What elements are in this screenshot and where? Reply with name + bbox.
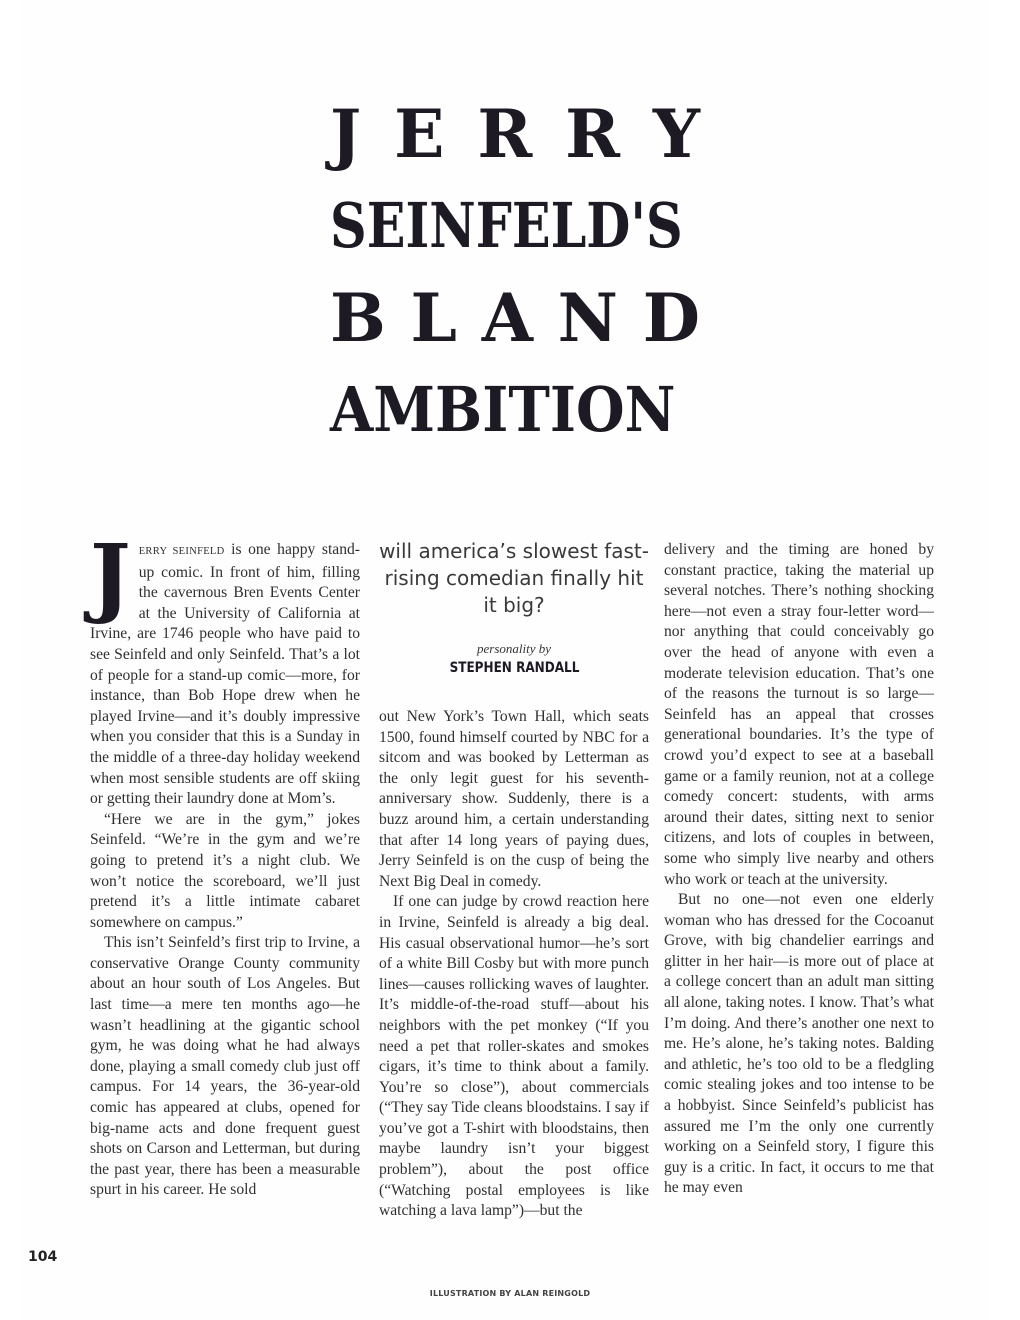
title-letter: Y: [652, 95, 700, 173]
title-line-3: [330, 272, 700, 364]
title-letter: L: [410, 279, 457, 357]
page-number: 104: [28, 1249, 58, 1265]
article-column-2: [379, 707, 649, 1222]
lead-smallcaps: ERRY SEINFELD: [138, 546, 225, 557]
title-line-1: [330, 88, 700, 180]
deck-text: will america’s slowest fast-rising comedian finally hit it big?: [379, 539, 649, 617]
title-letter: R: [477, 95, 533, 173]
title-letter: A: [481, 279, 533, 357]
paragraph-text: is one happy stand-up comic. In front of him, filling the cavernous Bren Events Center at the University of California at Irvine, are 1746 people who have paid to see Seinfeld and only Seinfeld. That’s a lot of people for a stand-up comic—more, for instance, than Bob Hope drew when he played Irvine—and it’s doubly impressive when you consider that this is a Sunday in the middle of a three-day holiday weekend when most sensible students are off skiing or getting their laundry done at Mom’s.: [90, 541, 360, 808]
title-letter: D: [642, 279, 700, 357]
title-letter: R: [565, 95, 620, 173]
title-letter: J: [330, 95, 362, 173]
title-letter: B: [330, 279, 386, 357]
illustration-credit: ILLUSTRATION BY ALAN REINGOLD: [429, 1289, 591, 1298]
drop-cap: J: [90, 526, 131, 627]
article-deck: [379, 538, 649, 677]
title-line-2: SEINFELD'S: [330, 189, 683, 262]
title-line-4: AMBITION: [330, 373, 676, 446]
paragraph: But no one—not even one elderly woman who has dressed for the Cocoanut Grove, with big chandelier earrings and glitter in her hair—is more out of place at a college concert than an adult man sitting all alone, taking notes. I know. That’s what I’m doing. And there’s another one next to me. He’s alone, he’s taking notes. Balding and athletic, he’s too old to be a fledgling comic stealing jokes and too intense to be a hobbyist. Since Seinfeld’s publicist has assured me I’m the only one currently working on a Seinfeld story, I figure this guy is a critic. In fact, it occurs to me that he may even: [664, 891, 934, 1197]
article-column-1: [90, 526, 360, 1201]
lead-paragraph: [90, 526, 360, 810]
paragraph: This isn’t Seinfeld’s first trip to Irvine, a conservative Orange County community about an hour south of Los Angeles. But last time—a mere ten months ago—he wasn’t headlining at the gigantic school gym, he was doing what he had always done, playing a small comedy club just off campus. For 14 years, the 36-year-old comic has appeared at clubs, opened for big-name acts and done frequent guest shots on Carson and Letterman, but during the past year, there has been a measurable spurt in his career. He sold: [90, 934, 360, 1199]
paragraph: If one can judge by crowd reaction here in Irvine, Seinfeld is already a big deal. His casual observational humor—he’s sort of a white Bill Cosby but with more punch lines—causes rollicking waves of laughter. It’s middle-of-the-road stuff—about his neighbors with the pet monkey (“If you need a pet that roller-skates and smokes cigars, it’s time to think about a family. You’re so close”), about commercials (“They say Tide cleans bloodstains. I say if you’ve got a T-shirt with bloodstains, then maybe laundry isn’t your biggest problem”), about the post office (“Watching postal employees is like watching a lava lamp”)—but the: [379, 893, 649, 1220]
title-letter: N: [557, 279, 618, 357]
paragraph: “Here we are in the gym,” jokes Seinfeld. “We’re in the gym and we’re going to pretend it’s a night club. We won’t notice the scoreboard, we’ll just pretend it’s a little intimate cabaret somewhere on campus.”: [90, 810, 360, 931]
byline-label: personality by: [476, 641, 551, 656]
paragraph: out New York’s Town Hall, which seats 1500, found himself courted by NBC for a sitcom and was booked by Letterman as the only legit guest for his seventh-anniversary show. Suddenly, there is a buzz around him, a certain understanding that after 14 long years of paying dues, Jerry Seinfeld is on the cusp of being the Next Big Deal in comedy.: [379, 708, 649, 890]
paragraph: delivery and the timing are honed by constant practice, taking the material up several notches. There’s nothing shocking here—not even a stray four-letter word—nor anything that could conceivably go over the head of anyone with even a moderate television education. That’s one of the reasons the turnout is so large—Seinfeld has an appeal that crosses generational boundaries. It’s the type of crowd you’d expect to see at a baseball game or a family reunion, not at a college comedy concert: students, with arms around their dates, sitting next to senior citizens, and lots of couples in between, some who simply live nearby and others who work or teach at the university.: [664, 541, 934, 888]
byline-author: STEPHEN RANDALL: [449, 660, 579, 676]
title-letter: E: [394, 95, 445, 173]
article-title: [330, 88, 700, 456]
article-column-3: [664, 540, 934, 1199]
